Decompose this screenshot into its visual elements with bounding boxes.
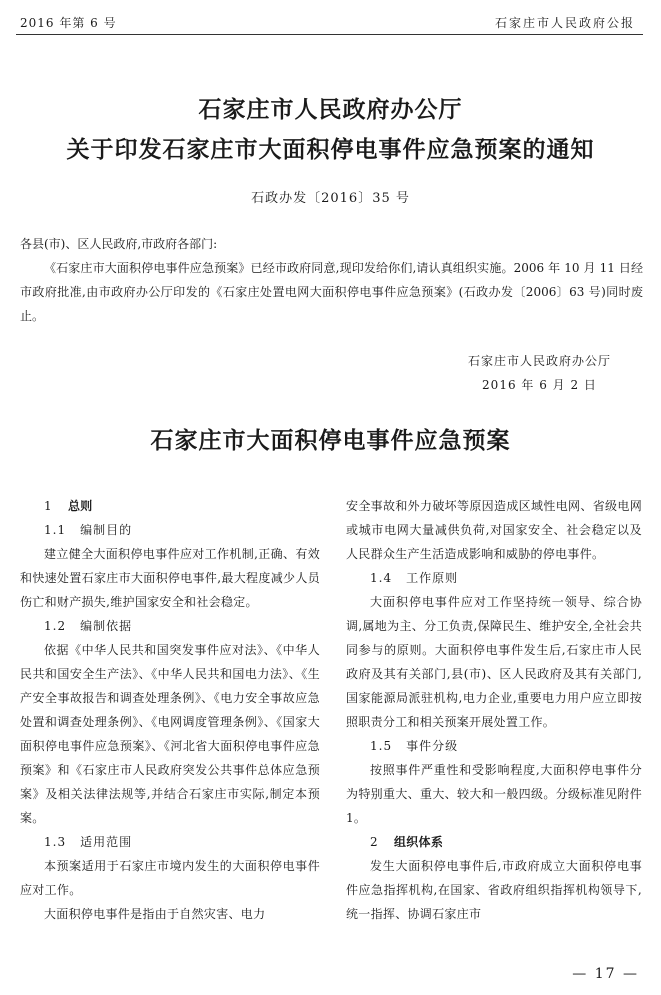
publication-name: 石家庄市人民政府公报 [494,16,635,30]
paragraph: 发生大面积停电事件后,市政府成立大面积停电事件应急指挥机构,在国家、省政府组织指挥机构领导下,统一指挥、协调石家庄市 [346,859,642,921]
paragraph: 建立健全大面积停电事件应对工作机制,正确、有效和快速处置石家庄市大面积停电事件,最大程度减少人员伤亡和财产损失,维护国家安全和社会稳定。 [20,547,320,609]
addressee: 各县(市)、区人民政府,市政府各部门: [20,237,218,251]
notice-paragraph: 《石家庄市大面积停电事件应急预案》已经市政府同意,现印发给你们,请认真组织实施。2006 年 10 月 11 日经市政府批准,由市政府办公厅印发的《石家庄处置电网大面积停电事件应急预案》(石政办发〔2006〕63 号)同时废止。 [20,261,643,323]
signature-block [468,349,611,397]
running-header [0,0,661,36]
signature-date: 2016 年 6 月 2 日 [482,378,597,392]
notice-title-line1: 石家庄市人民政府办公厅 [198,96,463,123]
header-rule [16,34,643,35]
paragraph: 依据《中华人民共和国突发事件应对法》、《中华人民共和国安全生产法》、《中华人民共和国电力法》、《生产安全事故报告和调查处理条例》、《电力安全事故应急处置和调查处理条例》、《电网调度管理条例》、《国家大面积停电事件应急预案》、《河北省大面积停电事件应急预案》和《石家庄市人民政府突发公共事件总体应急预案》及相关法律法规等,并结合石家庄市实际,制定本预案。 [20,643,320,825]
paragraph: 大面积停电事件应对工作坚持统一领导、综合协调,属地为主、分工负责,保障民生、维护安全,全社会共同参与的原则。大面积停电事件发生后,石家庄市人民政府及其有关部门,县(市)、区人民政府及其有关部门,国家能源局派驻机构,电力企业,重要电力用户应立即按照职责分工和相关预案开展处置工作。 [346,595,642,729]
right-column [346,494,642,926]
section-heading: 1 总则 [44,499,93,513]
paragraph: 大面积停电事件是指由于自然灾害、电力 [44,907,266,921]
subsection-heading: 1.4 工作原则 [370,571,459,585]
notice-body [20,232,643,328]
subsection-heading: 1.1 编制目的 [44,523,133,537]
subsection-heading: 1.5 事件分级 [370,739,459,753]
paragraph: 按照事件严重性和受影响程度,大面积停电事件分为特别重大、重大、较大和一般四级。分级标准见附件 1。 [346,763,642,825]
section-heading: 2 组织体系 [370,835,444,849]
paragraph: 本预案适用于石家庄市境内发生的大面积停电事件应对工作。 [20,859,320,897]
page-number: — 17 — [572,966,639,982]
document-number: 石政办发〔2016〕35 号 [251,191,410,206]
left-column [20,494,320,926]
plan-title: 石家庄市大面积停电事件应急预案 [150,427,511,454]
subsection-heading: 1.2 编制依据 [44,619,133,633]
issue-label: 2016 年第 6 号 [20,16,117,30]
signature-org: 石家庄市人民政府办公厅 [467,354,611,368]
notice-title-line2: 关于印发石家庄市大面积停电事件应急预案的通知 [66,136,595,163]
paragraph: 安全事故和外力破坏等原因造成区域性电网、省级电网或城市电网大量减供负荷,对国家安全、社会稳定以及人民群众生产生活造成影响和威胁的停电事件。 [346,499,642,561]
subsection-heading: 1.3 适用范围 [44,835,133,849]
